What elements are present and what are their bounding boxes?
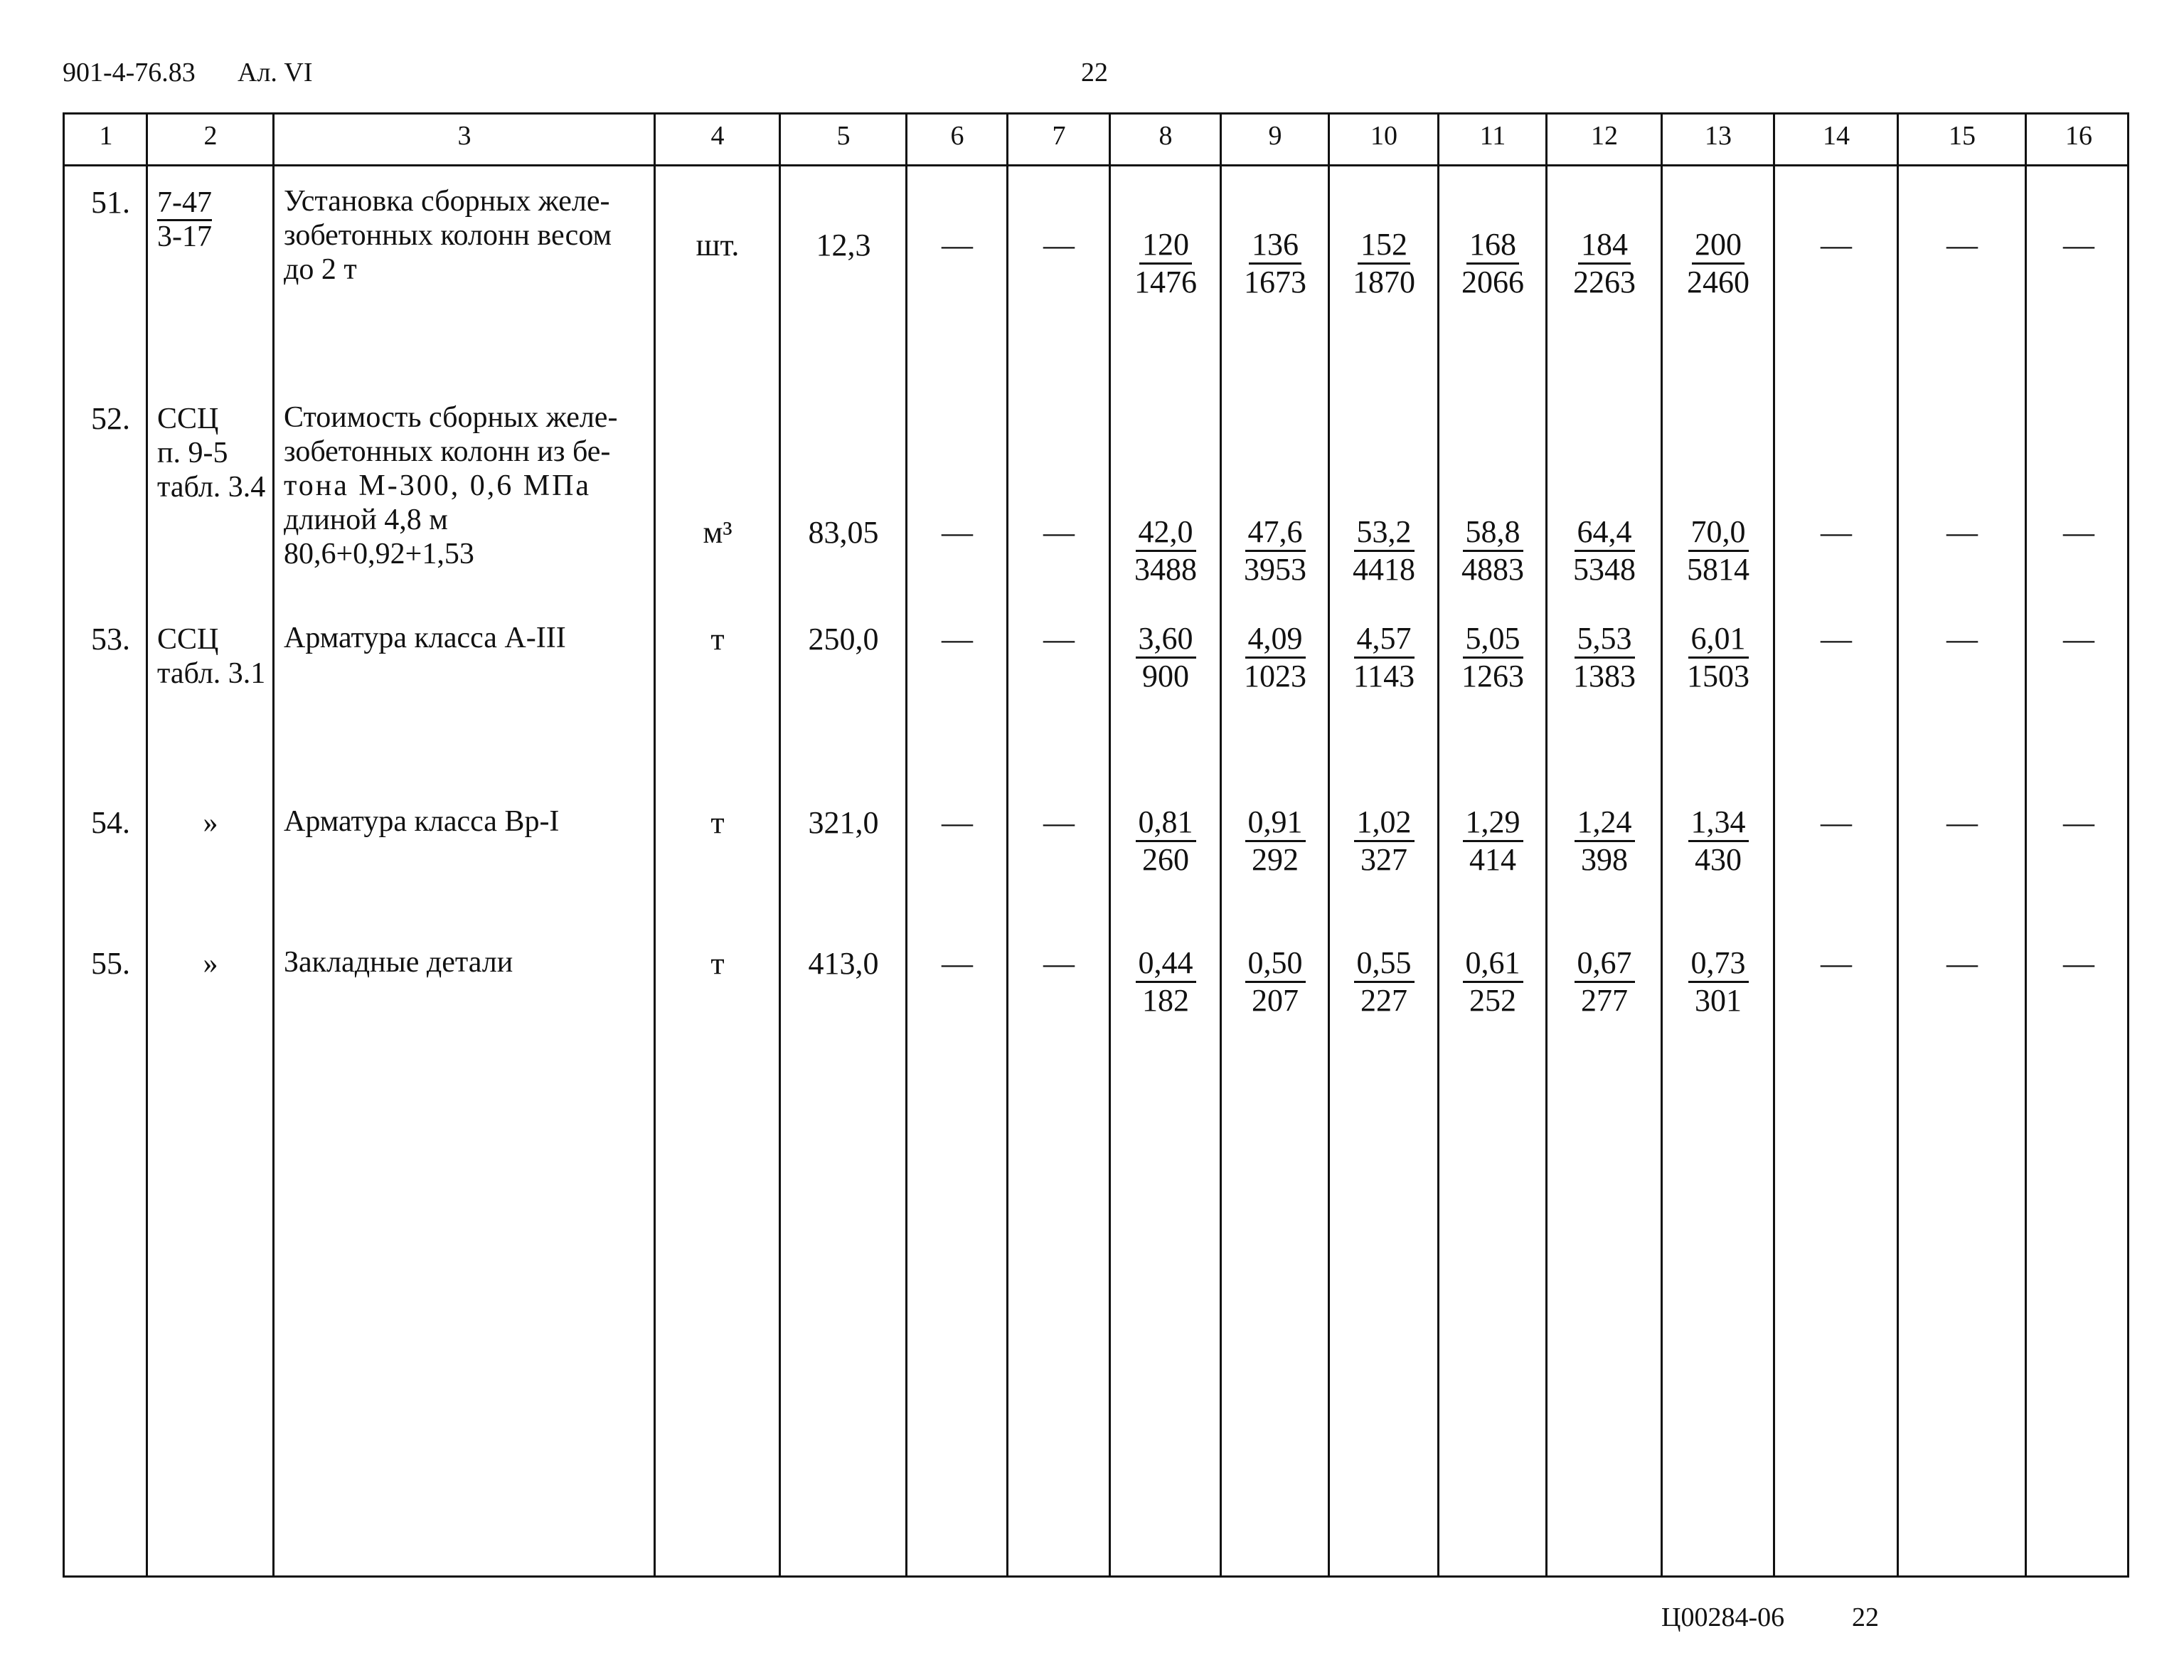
reference-code-line	[157, 218, 272, 255]
fraction-numerator: 53,2	[1354, 514, 1415, 552]
header-divider	[65, 164, 2127, 166]
footer-page-number: 22	[1852, 1602, 1879, 1632]
quantity-cost-fraction	[1221, 227, 1329, 300]
fraction-numerator: 70,0	[1688, 514, 1749, 552]
page-number-top: 22	[1081, 58, 1108, 87]
dash-cell-col16: —	[2063, 805, 2094, 840]
reference-code-text: 3-17	[157, 220, 212, 253]
row-number: 51.	[91, 185, 130, 220]
row-number: 55.	[91, 946, 130, 981]
fraction-numerator: 5,53	[1575, 621, 1635, 659]
fraction-denominator: 301	[1695, 983, 1742, 1018]
description-line: зобетонных колонн весом	[284, 219, 612, 252]
description-line: тона М-300, 0,6 МПа	[284, 469, 592, 502]
quantity-cost-fraction	[1110, 514, 1221, 588]
reference-code-text: 7-47	[157, 186, 212, 221]
reference-code-text: »	[203, 807, 218, 839]
fraction-numerator: 58,8	[1463, 514, 1523, 552]
description-line: Стоимость сборных желе-	[284, 401, 618, 434]
column-divider	[654, 115, 656, 1575]
quantity-cost-fraction	[1110, 804, 1221, 878]
fraction-numerator: 4,57	[1354, 621, 1415, 659]
fraction-denominator: 292	[1252, 842, 1299, 877]
reference-code-text: п. 9-5	[157, 437, 228, 469]
fraction-denominator: 5348	[1573, 552, 1636, 587]
unit-cell: т	[710, 805, 725, 840]
fraction-denominator: 1023	[1244, 659, 1306, 693]
column-divider	[272, 115, 275, 1575]
dash-cell-col7: —	[1043, 946, 1075, 981]
dash-cell-col14: —	[1821, 946, 1852, 981]
dash-cell-col7: —	[1043, 622, 1075, 656]
column-number-header: 13	[1705, 121, 1732, 151]
dash-cell-col6: —	[942, 622, 973, 656]
column-number-header: 5	[836, 121, 851, 151]
quantity-cost-fraction	[1662, 804, 1774, 878]
fraction-numerator: 64,4	[1575, 514, 1635, 552]
reference-code-text: »	[203, 947, 218, 980]
column-divider	[1006, 115, 1008, 1575]
description-line: Установка сборных желе-	[284, 185, 610, 218]
fraction-denominator: 2460	[1687, 265, 1749, 299]
fraction-numerator: 0,73	[1688, 945, 1749, 983]
column-divider	[1897, 115, 1899, 1575]
dash-cell-col14: —	[1821, 805, 1852, 840]
row-number: 54.	[91, 805, 130, 840]
fraction-numerator: 1,24	[1575, 804, 1635, 842]
fraction-denominator: 398	[1581, 842, 1628, 877]
reference-code-line	[157, 945, 264, 982]
column-number-header: 14	[1823, 121, 1850, 151]
dash-cell-col7: —	[1043, 515, 1075, 550]
column-number-header: 15	[1949, 121, 1976, 151]
reference-code-line	[157, 184, 272, 221]
fraction-denominator: 1263	[1461, 659, 1524, 693]
fraction-numerator: 4,09	[1245, 621, 1306, 659]
fraction-denominator: 2263	[1573, 265, 1636, 299]
dash-cell-col16: —	[2063, 228, 2094, 262]
reference-code-line	[157, 655, 272, 692]
quantity-cost-fraction	[1547, 514, 1662, 588]
fraction-denominator: 207	[1252, 983, 1299, 1018]
unit-price-cell: 12,3	[816, 228, 871, 262]
fraction-denominator: 900	[1142, 659, 1189, 693]
quantity-cost-fraction	[1439, 621, 1547, 694]
quantity-cost-fraction	[1547, 804, 1662, 878]
column-number-header: 8	[1158, 121, 1173, 151]
quantity-cost-fraction	[1439, 227, 1547, 300]
dash-cell-col14: —	[1821, 515, 1852, 550]
quantity-cost-fraction	[1439, 945, 1547, 1019]
dash-cell-col15: —	[1946, 946, 1978, 981]
column-number-header: 10	[1370, 121, 1397, 151]
description-line: Арматура класса Вр-I	[284, 805, 560, 838]
fraction-numerator: 120	[1139, 227, 1192, 265]
reference-code-text: табл. 3.1	[157, 657, 266, 690]
description-line: зобетонных колонн из бе-	[284, 435, 611, 468]
fraction-denominator: 4418	[1353, 552, 1415, 587]
column-divider	[146, 115, 148, 1575]
dash-cell-col14: —	[1821, 228, 1852, 262]
description-line: Арматура класса A-III	[284, 622, 566, 654]
dash-cell-col6: —	[942, 228, 973, 262]
column-number-header: 7	[1052, 121, 1066, 151]
column-divider	[905, 115, 907, 1575]
reference-code-text: ССЦ	[157, 403, 219, 435]
unit-cell: т	[710, 622, 725, 656]
dash-cell-col14: —	[1821, 622, 1852, 656]
description-line: до 2 т	[284, 253, 357, 286]
column-number-header: 3	[457, 121, 472, 151]
reference-code-line	[157, 469, 272, 506]
dash-cell-col15: —	[1946, 228, 1978, 262]
dash-cell-col15: —	[1946, 515, 1978, 550]
fraction-numerator: 1,29	[1463, 804, 1523, 842]
fraction-numerator: 136	[1249, 227, 1301, 265]
dash-cell-col15: —	[1946, 622, 1978, 656]
quantity-cost-fraction	[1221, 945, 1329, 1019]
row-number: 53.	[91, 622, 130, 656]
fraction-denominator: 1673	[1244, 265, 1306, 299]
fraction-numerator: 47,6	[1245, 514, 1306, 552]
fraction-numerator: 1,34	[1688, 804, 1749, 842]
fraction-denominator: 1503	[1687, 659, 1749, 693]
fraction-numerator: 6,01	[1688, 621, 1749, 659]
column-divider	[779, 115, 781, 1575]
fraction-numerator: 0,81	[1136, 804, 1196, 842]
fraction-denominator: 1870	[1353, 265, 1415, 299]
quantity-cost-fraction	[1329, 804, 1439, 878]
fraction-denominator: 277	[1581, 983, 1628, 1018]
fraction-numerator: 0,91	[1245, 804, 1306, 842]
fraction-denominator: 1476	[1134, 265, 1197, 299]
fraction-numerator: 0,55	[1354, 945, 1415, 983]
column-number-header: 2	[203, 121, 218, 151]
fraction-numerator: 152	[1358, 227, 1410, 265]
fraction-denominator: 1383	[1573, 659, 1636, 693]
fraction-numerator: 0,44	[1136, 945, 1196, 983]
quantity-cost-fraction	[1329, 945, 1439, 1019]
fraction-numerator: 3,60	[1136, 621, 1196, 659]
fraction-denominator: 2066	[1461, 265, 1524, 299]
quantity-cost-fraction	[1221, 804, 1329, 878]
fraction-denominator: 4883	[1461, 552, 1524, 587]
fraction-denominator: 5814	[1687, 552, 1749, 587]
row-number: 52.	[91, 401, 130, 436]
quantity-cost-fraction	[1662, 514, 1774, 588]
column-number-header: 9	[1268, 121, 1282, 151]
fraction-numerator: 168	[1466, 227, 1519, 265]
fraction-denominator: 227	[1360, 983, 1407, 1018]
dash-cell-col15: —	[1946, 805, 1978, 840]
quantity-cost-fraction	[1221, 621, 1329, 694]
column-number-header: 4	[710, 121, 725, 151]
fraction-numerator: 0,50	[1245, 945, 1306, 983]
quantity-cost-fraction	[1439, 514, 1547, 588]
quantity-cost-fraction	[1329, 514, 1439, 588]
quantity-cost-fraction	[1439, 804, 1547, 878]
dash-cell-col16: —	[2063, 515, 2094, 550]
quantity-cost-fraction	[1329, 227, 1439, 300]
fraction-denominator: 3953	[1244, 552, 1306, 587]
unit-price-cell: 83,05	[808, 515, 879, 550]
fraction-numerator: 0,61	[1463, 945, 1523, 983]
fraction-numerator: 184	[1578, 227, 1631, 265]
dash-cell-col7: —	[1043, 228, 1075, 262]
reference-code-text: ССЦ	[157, 623, 219, 656]
reference-code-line	[157, 804, 264, 841]
fraction-denominator: 3488	[1134, 552, 1197, 587]
estimate-table	[63, 112, 2129, 1578]
column-number-header: 1	[99, 121, 113, 151]
dash-cell-col6: —	[942, 515, 973, 550]
quantity-cost-fraction	[1547, 227, 1662, 300]
quantity-cost-fraction	[1547, 945, 1662, 1019]
column-number-header: 6	[950, 121, 964, 151]
album-label: Ал. VI	[238, 58, 313, 87]
quantity-cost-fraction	[1662, 621, 1774, 694]
quantity-cost-fraction	[1110, 621, 1221, 694]
column-divider	[2025, 115, 2027, 1575]
quantity-cost-fraction	[1110, 945, 1221, 1019]
footer-doc-id: Ц00284-06	[1661, 1602, 1785, 1632]
unit-cell: шт.	[696, 228, 740, 262]
dash-cell-col6: —	[942, 946, 973, 981]
fraction-numerator: 200	[1692, 227, 1744, 265]
unit-price-cell: 250,0	[808, 622, 879, 656]
quantity-cost-fraction	[1329, 621, 1439, 694]
dash-cell-col16: —	[2063, 622, 2094, 656]
reference-code-line	[157, 400, 272, 437]
reference-code-text: табл. 3.4	[157, 471, 266, 504]
fraction-denominator: 430	[1695, 842, 1742, 877]
fraction-numerator: 0,67	[1575, 945, 1635, 983]
fraction-numerator: 1,02	[1354, 804, 1415, 842]
fraction-numerator: 42,0	[1136, 514, 1196, 552]
dash-cell-col6: —	[942, 805, 973, 840]
quantity-cost-fraction	[1662, 945, 1774, 1019]
fraction-denominator: 260	[1142, 842, 1189, 877]
column-number-header: 16	[2065, 121, 2092, 151]
reference-code-line	[157, 435, 272, 472]
quantity-cost-fraction	[1110, 227, 1221, 300]
fraction-denominator: 182	[1142, 983, 1189, 1018]
column-number-header: 11	[1479, 121, 1506, 151]
description-line: Закладные детали	[284, 946, 513, 979]
description-line: длиной 4,8 м	[284, 504, 448, 536]
unit-price-cell: 321,0	[808, 805, 879, 840]
dash-cell-col16: —	[2063, 946, 2094, 981]
reference-code-line	[157, 621, 272, 658]
column-number-header: 12	[1591, 121, 1618, 151]
unit-cell: м³	[703, 515, 733, 550]
quantity-cost-fraction	[1662, 227, 1774, 300]
description-line: 80,6+0,92+1,53	[284, 538, 474, 570]
fraction-denominator: 1143	[1353, 659, 1415, 693]
dash-cell-col7: —	[1043, 805, 1075, 840]
unit-cell: т	[710, 946, 725, 981]
quantity-cost-fraction	[1221, 514, 1329, 588]
quantity-cost-fraction	[1547, 621, 1662, 694]
fraction-denominator: 252	[1469, 983, 1516, 1018]
fraction-denominator: 327	[1360, 842, 1407, 877]
doc-code: 901-4-76.83	[63, 58, 196, 87]
fraction-denominator: 414	[1469, 842, 1516, 877]
unit-price-cell: 413,0	[808, 946, 879, 981]
fraction-numerator: 5,05	[1463, 621, 1523, 659]
